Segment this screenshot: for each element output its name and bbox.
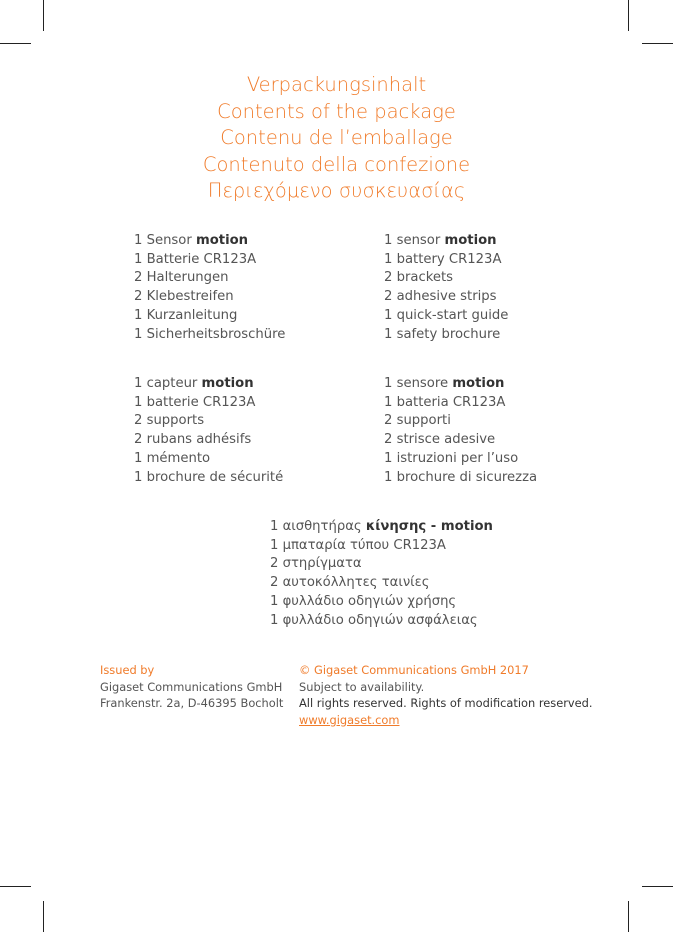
crop-mark <box>0 43 31 44</box>
list-item: 2 αυτοκόλλητες ταινίες <box>270 575 430 591</box>
issuer-block <box>100 662 283 712</box>
title-en: Contents of the package <box>217 99 456 123</box>
list-item: 1 Kurzanleitung <box>134 307 238 323</box>
title-fr: Contenu de l’emballage <box>220 126 453 149</box>
list-item: 1 brochure di sicurezza <box>384 469 538 485</box>
list-item: 1 batterie CR123A <box>134 394 256 410</box>
issuer-address: Frankenstr. 2a, D-46395 Bocholt <box>100 696 284 711</box>
list-item: 2 supporti <box>384 413 451 429</box>
list-item: 2 rubans adhésifs <box>134 432 252 448</box>
list-item: 1 sensore motion <box>384 376 505 391</box>
contents-list-fr <box>134 375 283 487</box>
list-item: 2 brackets <box>384 270 454 286</box>
list-item: 1 φυλλάδιο οδηγιών χρήσης <box>270 593 457 609</box>
crop-mark <box>628 0 629 31</box>
crop-mark <box>43 901 44 932</box>
list-item: 1 capteur motion <box>134 376 254 391</box>
list-item: 1 αισθητήρας κίνησης - motion <box>270 519 493 534</box>
issuer-company: Gigaset Communications GmbH <box>100 679 283 694</box>
list-item: 1 quick-start guide <box>384 307 509 323</box>
list-item: 1 μπαταρία τύπου CR123A <box>270 537 446 553</box>
crop-mark <box>628 901 629 932</box>
list-item: 1 sensor motion <box>384 233 497 248</box>
list-item: 1 battery CR123A <box>384 251 502 267</box>
crop-mark <box>642 886 673 887</box>
list-item: 1 φυλλάδιο οδηγιών ασφάλειας <box>270 612 478 628</box>
crop-mark <box>43 0 44 31</box>
contents-list-el <box>270 518 493 630</box>
list-item: 1 batteria CR123A <box>384 394 506 410</box>
list-item: 2 supports <box>134 413 205 429</box>
website-link[interactable]: www.gigaset.com <box>299 712 400 727</box>
list-item: 2 Klebestreifen <box>134 289 234 305</box>
issued-by-label: Issued by <box>100 663 155 677</box>
list-item: 1 brochure de sécurité <box>134 469 284 485</box>
list-item: 1 Sensor motion <box>134 233 249 248</box>
list-item: 1 istruzioni per l’uso <box>384 450 519 466</box>
contents-list-it <box>384 375 537 487</box>
copyright: © Gigaset Communications GmbH 2017 <box>299 663 529 677</box>
crop-mark <box>0 886 31 887</box>
list-item: 2 strisce adesive <box>384 432 496 448</box>
list-item: 2 Halterungen <box>134 270 229 286</box>
list-item: 1 Batterie CR123A <box>134 251 257 267</box>
list-item: 2 στηρίγματα <box>270 556 362 572</box>
title-de: Verpackungsinhalt <box>246 73 427 96</box>
contents-list-en <box>384 232 508 344</box>
list-item: 1 Sicherheitsbroschüre <box>134 326 286 342</box>
title-el: Περιεχόμενο συσκευασίας <box>207 179 466 202</box>
list-item: 1 mémento <box>134 450 211 466</box>
rights-note: All rights reserved. Rights of modification reserved. <box>299 696 593 711</box>
availability-note: Subject to availability. <box>299 679 425 694</box>
contents-list-de <box>134 232 285 344</box>
list-item: 1 safety brochure <box>384 326 501 342</box>
package-contents-titles <box>0 72 673 205</box>
title-it: Contenuto della confezione <box>202 152 471 176</box>
crop-mark <box>642 43 673 44</box>
legal-block <box>299 662 592 728</box>
list-item: 2 adhesive strips <box>384 289 497 305</box>
